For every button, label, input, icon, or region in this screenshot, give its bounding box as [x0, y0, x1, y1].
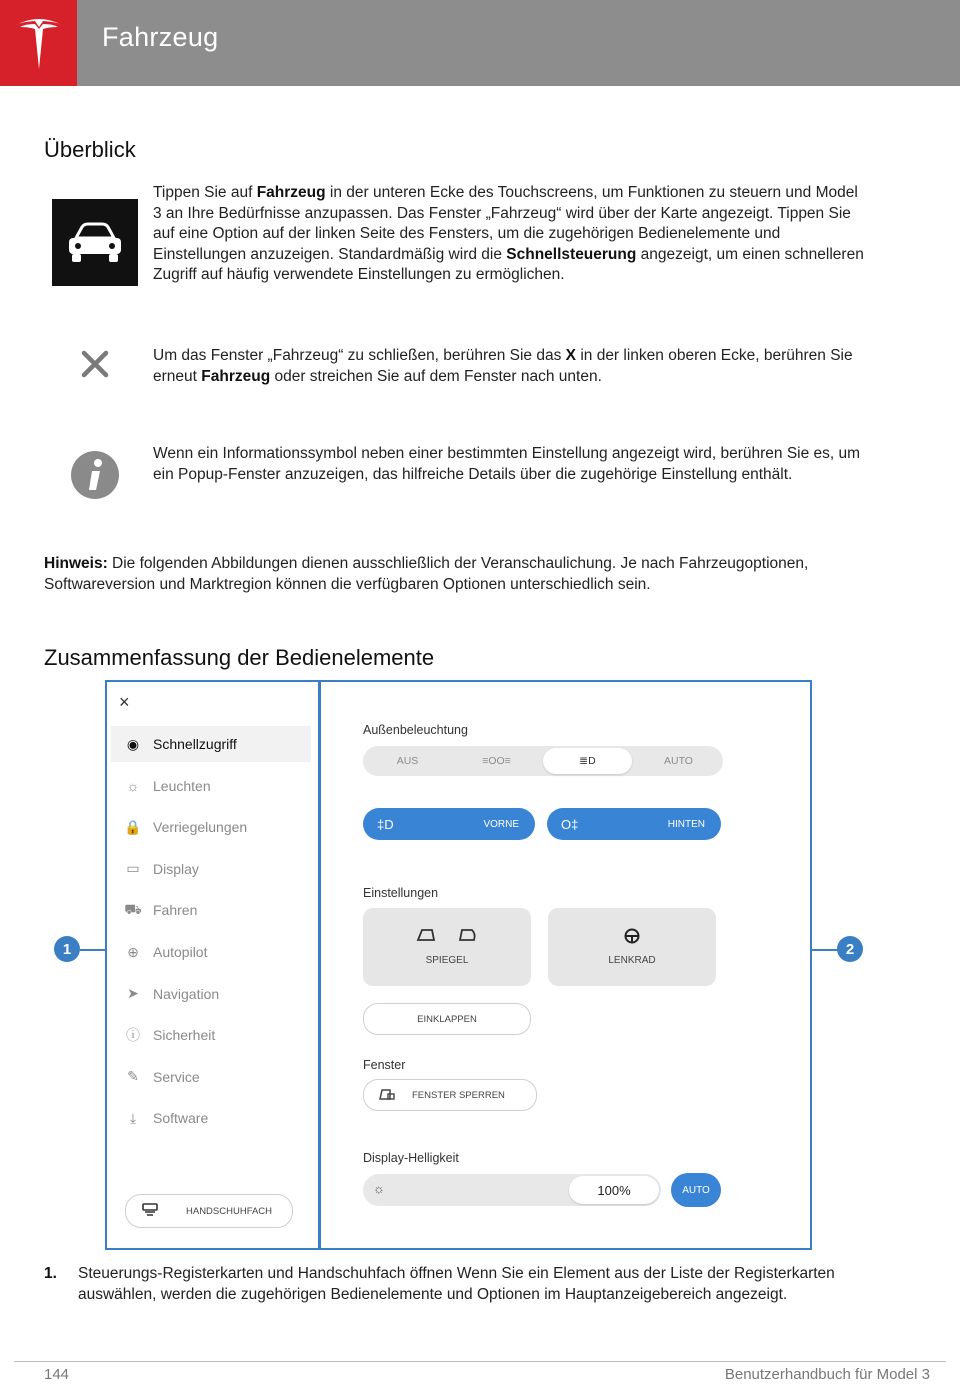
text-run: Tippen Sie auf	[153, 184, 257, 201]
window-lock-button[interactable]	[363, 1079, 537, 1111]
list-item	[44, 1264, 884, 1305]
tab-label: Schnellzugriff	[153, 736, 237, 752]
overview-paragraph-1	[153, 183, 868, 286]
download-icon: ⤓	[129, 1109, 137, 1126]
close-icon	[77, 346, 113, 382]
car-small-icon: ⛟	[124, 900, 142, 917]
rich-text	[153, 347, 853, 385]
section-heading-summary: Zusammenfassung der Bedienelemente	[44, 645, 435, 670]
mirror-icon	[412, 928, 482, 945]
light-mode-option[interactable]: ≣D	[543, 748, 632, 774]
section-heading-overview: Überblick	[44, 137, 136, 162]
window-lock-icon	[378, 1087, 396, 1104]
steering-button[interactable]	[548, 908, 716, 986]
callout-line-1	[80, 949, 105, 951]
brightness-label: Display-Helligkeit	[363, 1151, 459, 1165]
tab-label: Leuchten	[153, 777, 211, 794]
tesla-logo-icon	[0, 0, 77, 86]
note-text: Die folgenden Abbildungen dienen ausschließlich der Veranschaulichung. Je nach Fahrzeugoptionen, Softwareversion und Marktregion können die verfügbaren Optionen unterschiedlich sein.	[44, 555, 809, 593]
bold-term: Schnellsteuerung	[506, 245, 637, 263]
fog-front-button[interactable]	[363, 808, 535, 840]
rear-fog-icon: O‡	[561, 816, 579, 832]
text-run: in der unteren Ecke des Touchscreens, um Funktionen zu steuern und Model 3 an Ihre Bedürfnisse anzupassen. Das Fenster „Fahrzeug“ wird über der Karte angezeigt. Tippen Sie auf eine Option auf der linken Seite des Fensters, um die zugehörigen Bedienelemente und Einstellungen anzuzeigen. Standardmäßig wird die	[153, 184, 858, 263]
fog-rear-button[interactable]	[547, 808, 721, 840]
settings-label: Einstellungen	[363, 886, 439, 900]
tab-schnellzugriff[interactable]	[111, 726, 311, 762]
lock-icon: 🔒	[124, 818, 142, 835]
navigation-icon: ➤	[127, 985, 139, 1002]
text-run: oder streichen Sie auf dem Fenster nach unten.	[270, 367, 602, 385]
tab-label: Navigation	[153, 985, 220, 1002]
steering-icon: ⊕	[127, 943, 139, 960]
exterior-lighting-label: Außenbeleuchtung	[363, 723, 468, 737]
fold-mirrors-button[interactable]: EINKLAPPEN	[363, 1003, 531, 1035]
rich-text	[153, 445, 860, 483]
list-item-text: Steuerungs-Registerkarten und Handschuhfach öffnen Wenn Sie ein Element aus der Liste der Registerkarten auswählen, werden die zugehörigen Bedienelemente und Optionen im Hauptanzeigebereich angezeigt.	[78, 1265, 835, 1303]
car-icon	[52, 199, 138, 286]
callout-2: 2	[837, 936, 863, 962]
tab-label: Display	[153, 860, 199, 877]
glovebox-icon	[142, 1203, 162, 1220]
text-run: angezeigt, um einen schnelleren Zugriff auf häufig verwendete Einstellungen zu ermöglichen.	[153, 245, 864, 283]
tab-navigation[interactable]	[111, 976, 311, 1012]
tab-autopilot[interactable]	[111, 934, 311, 970]
fog-rear-label: HINTEN	[667, 818, 705, 830]
tab-label: Fahren	[153, 902, 198, 919]
light-mode-option[interactable]: AUS	[396, 755, 419, 767]
text-run: Um das Fenster „Fahrzeug“ zu schließen, berühren Sie das	[153, 347, 566, 364]
mirror-button[interactable]	[363, 908, 531, 986]
bold-term: Fahrzeug	[256, 184, 326, 201]
front-fog-icon: ‡D	[377, 816, 394, 832]
steering-label: LENKRAD	[608, 955, 656, 966]
list-item-number: 1.	[44, 1265, 57, 1282]
tab-label: Software	[153, 1110, 209, 1127]
text-run: Wenn ein Informationssymbol neben einer bestimmten Einstellung angezeigt wird, berühren Sie es, um ein Popup-Fenster anzuzeigen, das hilfreiche Details über die zugehörige Einstellung enthält.	[153, 445, 861, 483]
tab-display[interactable]	[111, 851, 311, 887]
page-header	[0, 0, 960, 86]
callout-1: 1	[54, 936, 80, 962]
vehicle-controls-screenshot	[105, 680, 810, 1248]
page-title: Fahrzeug	[102, 22, 219, 52]
note-paragraph	[44, 554, 864, 595]
glovebox-label: HANDSCHUHFACH	[186, 1205, 273, 1217]
tab-label: Autopilot	[153, 944, 208, 960]
overview-paragraph-3	[153, 444, 868, 485]
window-lock-label: FENSTER SPERREN	[412, 1089, 505, 1101]
bulb-icon: ☼	[126, 777, 140, 794]
text-run: in der linken oberen Ecke, berühren Sie erneut	[153, 347, 853, 385]
wrench-icon: ✎	[127, 1068, 139, 1085]
brightness-auto-button[interactable]: AUTO	[671, 1173, 721, 1207]
tab-leuchten[interactable]	[111, 768, 311, 804]
note-label: Hinweis:	[44, 555, 108, 572]
bold-term: X	[565, 347, 577, 364]
tab-fahren[interactable]	[111, 892, 311, 928]
steering-wheel-icon	[624, 928, 640, 947]
rich-text	[153, 184, 864, 283]
tab-label: Verriegelungen	[153, 819, 248, 836]
light-mode-option[interactable]: AUTO	[664, 755, 693, 767]
window-label: Fenster	[363, 1058, 406, 1072]
tab-sicherheit[interactable]	[111, 1017, 311, 1053]
close-button[interactable]: ×	[119, 692, 130, 712]
eye-icon: ◉	[126, 735, 140, 752]
light-mode-option[interactable]: ≡OO≡	[482, 755, 511, 767]
glovebox-button[interactable]	[125, 1194, 293, 1228]
tab-service[interactable]	[111, 1059, 311, 1095]
overview-paragraph-2	[153, 346, 868, 387]
mirror-label: SPIEGEL	[425, 955, 469, 966]
tab-software[interactable]	[111, 1100, 311, 1136]
brightness-slider[interactable]	[363, 1174, 661, 1206]
tab-verriegelungen[interactable]	[111, 809, 311, 845]
display-icon: ▭	[126, 860, 140, 877]
page-number: 144	[44, 1366, 70, 1383]
footer-divider	[14, 1361, 946, 1362]
footer-title: Benutzerhandbuch für Model 3	[724, 1366, 930, 1383]
tab-label: Service	[153, 1068, 200, 1085]
tab-label: Sicherheit	[153, 1027, 216, 1044]
callout-line-2	[810, 949, 838, 951]
main-display-area	[319, 680, 812, 1250]
controls-tab-panel	[105, 680, 320, 1250]
info-icon	[69, 449, 121, 501]
alert-icon: ⓘ	[126, 1027, 140, 1044]
sun-icon: ☼	[373, 1181, 385, 1196]
bold-term: Fahrzeug	[201, 367, 271, 385]
exterior-lighting-selector	[363, 746, 723, 776]
fog-front-label: VORNE	[483, 818, 519, 830]
brightness-value[interactable]: 100%	[569, 1176, 659, 1204]
